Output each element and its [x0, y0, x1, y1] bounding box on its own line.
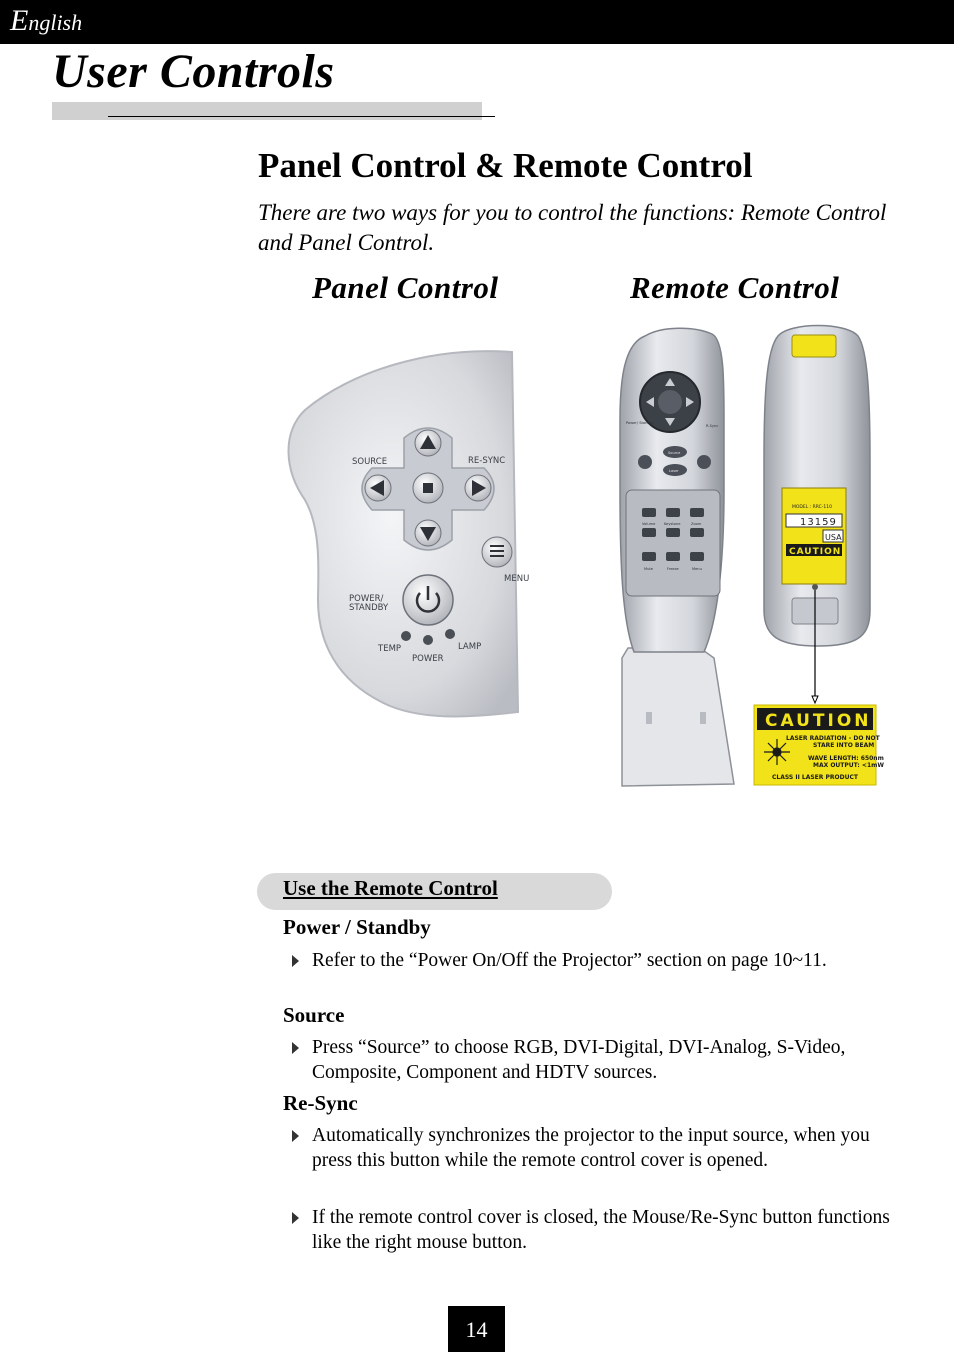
- remote-freeze-label: Freeze: [667, 567, 679, 571]
- remote-menu-label: Menu: [692, 567, 702, 571]
- caution-title: CAUTION: [765, 711, 872, 731]
- panel-control-figure: [288, 351, 529, 716]
- remote-laser-label: Laser: [669, 469, 679, 473]
- panel-resync-label: RE-SYNC: [468, 456, 506, 466]
- remote-power-standby-label: Power/ Standby: [626, 421, 655, 425]
- remote-resync-label: R-Sync: [706, 424, 719, 428]
- remote-model-label: MODEL : RRC-110: [792, 505, 833, 510]
- caution-label-enlarged: [754, 705, 884, 785]
- callout-arrowhead: [812, 696, 818, 703]
- panel-menu-label: MENU: [504, 574, 530, 584]
- page-title: User Controls: [52, 45, 335, 98]
- remote-back-caution: CAUTION: [789, 547, 842, 557]
- term-resync: Re-Sync: [283, 1091, 358, 1115]
- caution-laser-line-1: LASER RADIATION - DO NOT: [786, 735, 880, 742]
- section-heading: Panel Control & Remote Control: [258, 146, 753, 185]
- remote-serial-number: 13159: [800, 517, 837, 528]
- caution-laser-line-2: STARE INTO BEAM: [813, 742, 875, 749]
- use-remote-heading-pill: [257, 873, 612, 910]
- remote-volume-label: Volume: [642, 522, 656, 526]
- stop-square-icon: [423, 483, 433, 493]
- remote-top-laser-sticker: [792, 335, 836, 357]
- language-label: English: [10, 4, 83, 37]
- temp-led: [401, 631, 411, 641]
- remote-keystone-label: Keystone: [664, 522, 681, 526]
- caution-class: CLASS II LASER PRODUCT: [772, 774, 858, 781]
- remote-page-up-button: [638, 455, 652, 469]
- bullet-triangle-icon: [292, 1130, 299, 1142]
- bullet-triangle-icon: [292, 1042, 299, 1054]
- bullet-triangle-icon: [292, 1212, 299, 1224]
- remote-back-figure: [764, 326, 870, 704]
- list-item-text: Automatically synchronizes the projector to the input source, when you press this button while the remote control cover is opened.: [312, 1125, 870, 1171]
- panel-lamp-label: LAMP: [458, 642, 482, 652]
- remote-page-down-button: [697, 455, 711, 469]
- caution-max-output: MAX OUTPUT: <1mW: [813, 762, 884, 769]
- bullet-triangle-icon: [292, 955, 299, 967]
- remote-control-label: Remote Control: [630, 270, 840, 305]
- list-item-text: Refer to the “Power On/Off the Projector” section on page 10~11.: [312, 950, 827, 971]
- remote-mute-label: Mute: [644, 567, 653, 571]
- laser-aperture: [812, 584, 818, 590]
- page-number-box: [448, 1306, 505, 1352]
- remote-source-label: Source: [668, 451, 681, 455]
- term-power-standby: Power / Standby: [283, 915, 431, 939]
- term-source: Source: [283, 1003, 345, 1027]
- panel-power-label: POWER: [412, 654, 444, 664]
- panel-temp-label: TEMP: [378, 644, 402, 654]
- caution-wave-length: WAVE LENGTH: 650nm: [808, 755, 884, 762]
- lamp-led: [445, 629, 455, 639]
- remote-country-label: USA: [825, 533, 842, 542]
- list-item-text: Press “Source” to choose RGB, DVI-Digital, DVI-Analog, S-Video, Composite, Component and HDTV sources.: [312, 1037, 846, 1083]
- remote-zoom-label: Zoom: [691, 522, 702, 526]
- remote-open-figure: [620, 328, 734, 786]
- use-remote-heading: Use the Remote Control: [283, 876, 498, 900]
- panel-power-standby-label-2: STANDBY: [349, 603, 389, 613]
- intro-paragraph: There are two ways for you to control the functions: Remote Control and Panel Control.: [258, 200, 887, 255]
- power-led: [423, 635, 433, 645]
- panel-source-label: SOURCE: [352, 457, 388, 467]
- page-number: 14: [465, 1317, 488, 1342]
- list-item-text: If the remote control cover is closed, the Mouse/Re-Sync button functions like the right mouse button.: [312, 1207, 890, 1253]
- panel-control-label: Panel Control: [312, 270, 499, 305]
- panel-power-standby-label-1: POWER/: [349, 594, 384, 604]
